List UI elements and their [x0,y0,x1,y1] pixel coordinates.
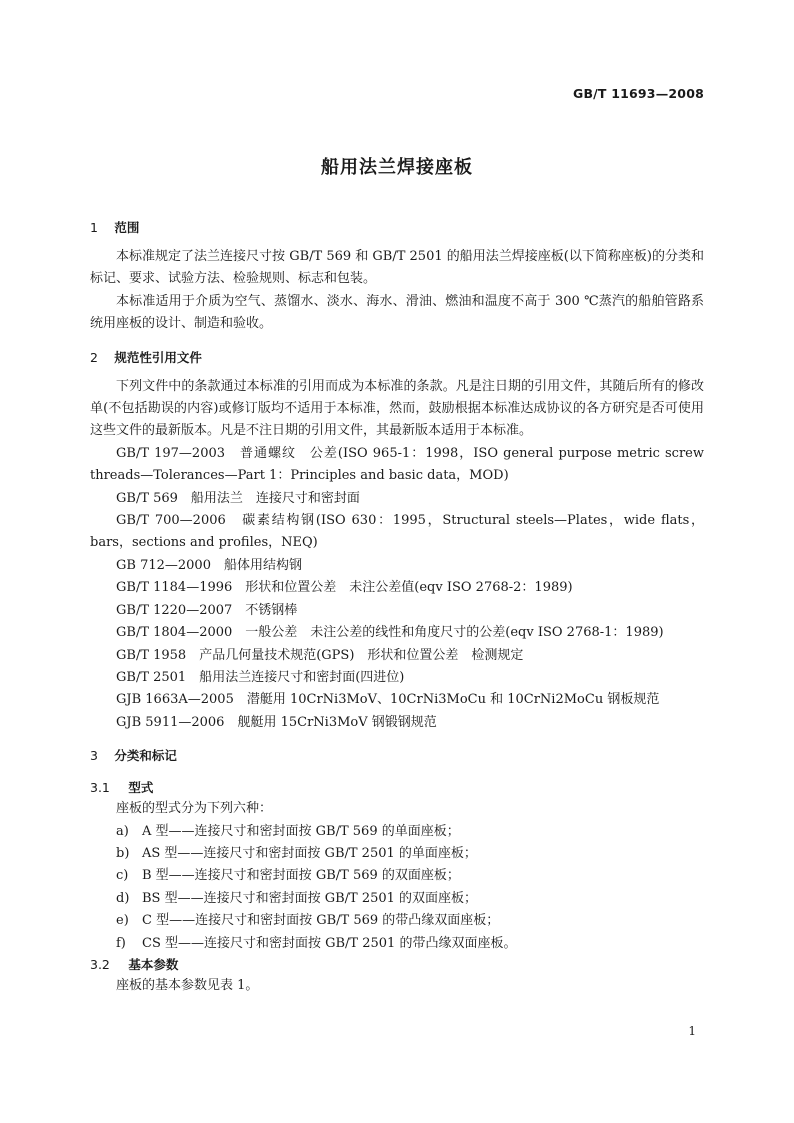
section-title: 规范性引用文件 [114,349,202,365]
standard-number: GB/T 11693—2008 [572,86,704,101]
section-number: 1 [90,220,98,235]
list-label: e) [116,913,129,929]
list-text: BS 型——连接尺寸和密封面按 GB/T 2501 的双面座板； [142,890,478,906]
section-3-2-heading [90,955,704,975]
list-item [90,910,704,932]
list-item [90,843,704,865]
reference-item: GJB 1663A—2005 潜艇用 10CrNi3MoV、10CrNi3MoCu 和 10CrNi2MoCu 钢板规范 [116,692,660,708]
paragraph: 本标准适用于介质为空气、蒸馏水、淡水、海水、滑油、燃油和温度不高于 300 ℃蒸汽的船舶管路系统用座板的设计、制造和验收。 [90,293,704,332]
list-label: f) [116,935,126,951]
list-text: AS 型——连接尺寸和密封面按 GB/T 2501 的单面座板； [142,845,477,861]
paragraph: 本标准规定了法兰连接尺寸按 GB/T 569 和 GB/T 2501 的船用法兰焊接座板(以下简称座板)的分类和标记、要求、试验方法、检验规则、标志和包装。 [90,249,704,287]
reference-item: GB/T 569 船用法兰 连接尺寸和密封面 [116,490,360,506]
reference-item: GB 712—2000 船体用结构钢 [116,557,302,573]
document-body [90,218,704,997]
list-label: b) [116,845,130,861]
section-title: 范围 [114,220,140,235]
list-label: d) [116,890,130,906]
section-2-heading [90,348,704,368]
section-title: 分类和标记 [114,748,177,764]
reference-item: GB/T 2501 船用法兰连接尺寸和密封面(四进位) [116,669,405,685]
list-text: CS 型——连接尺寸和密封面按 GB/T 2501 的带凸缘双面座板。 [142,935,517,951]
list-text: A 型——连接尺寸和密封面按 GB/T 569 的单面座板； [142,823,460,839]
list-text: C 型——连接尺寸和密封面按 GB/T 569 的带凸缘双面座板； [142,913,500,929]
section-number: 3.2 [90,956,110,972]
list-item [90,865,704,887]
reference-item: GB/T 197—2003 普通螺纹 公差(ISO 965-1：1998，ISO general purpose metric screw threads—Tolerances—Part 1：Principles and basic data，MOD) [90,445,704,484]
section-title: 基本参数 [128,956,179,972]
list-text: B 型——连接尺寸和密封面按 GB/T 569 的双面座板； [142,868,460,884]
paragraph: 座板的基本参数见表 1。 [116,977,259,993]
document-title: 船用法兰焊接座板 [321,157,473,178]
list-item [90,888,704,910]
reference-item: GB/T 1184—1996 形状和位置公差 未注公差值(eqv ISO 2768-2：1989) [116,580,573,596]
list-item [90,821,704,843]
reference-item: GB/T 700—2006 碳素结构钢(ISO 630：1995，Structural steels—Plates，wide flats，bars，sections and profiles，NEQ) [90,513,704,551]
reference-item: GB/T 1804—2000 一般公差 未注公差的线性和角度尺寸的公差(eqv ISO 2768-1：1989) [116,625,664,641]
page-number: 1 [688,1024,696,1038]
list-item [90,933,704,955]
section-3-heading [90,746,704,766]
section-number: 3.1 [90,780,110,796]
paragraph: 下列文件中的条款通过本标准的引用而成为本标准的条款。凡是注日期的引用文件，其随后所有的修改单(不包括勘误的内容)或修订版均不适用于本标准，然而，鼓励根据本标准达成协议的各方研究是否可使用这些文件的最新版本。凡是不注日期的引用文件，其最新版本适用于本标准。 [90,378,704,439]
section-title: 型式 [128,780,154,796]
reference-item: GJB 5911—2006 舰艇用 15CrNi3MoV 钢锻钢规范 [116,714,437,730]
section-number: 2 [90,349,98,365]
section-1-heading [90,218,704,238]
section-3-1-heading [90,778,704,798]
reference-item: GB/T 1220—2007 不锈钢棒 [116,602,298,618]
paragraph: 座板的型式分为下列六种： [116,801,273,817]
list-label: c) [116,868,129,884]
list-label: a) [116,823,129,839]
section-number: 3 [90,748,98,764]
reference-item: GB/T 1958 产品几何量技术规范(GPS) 形状和位置公差 检测规定 [116,647,524,663]
